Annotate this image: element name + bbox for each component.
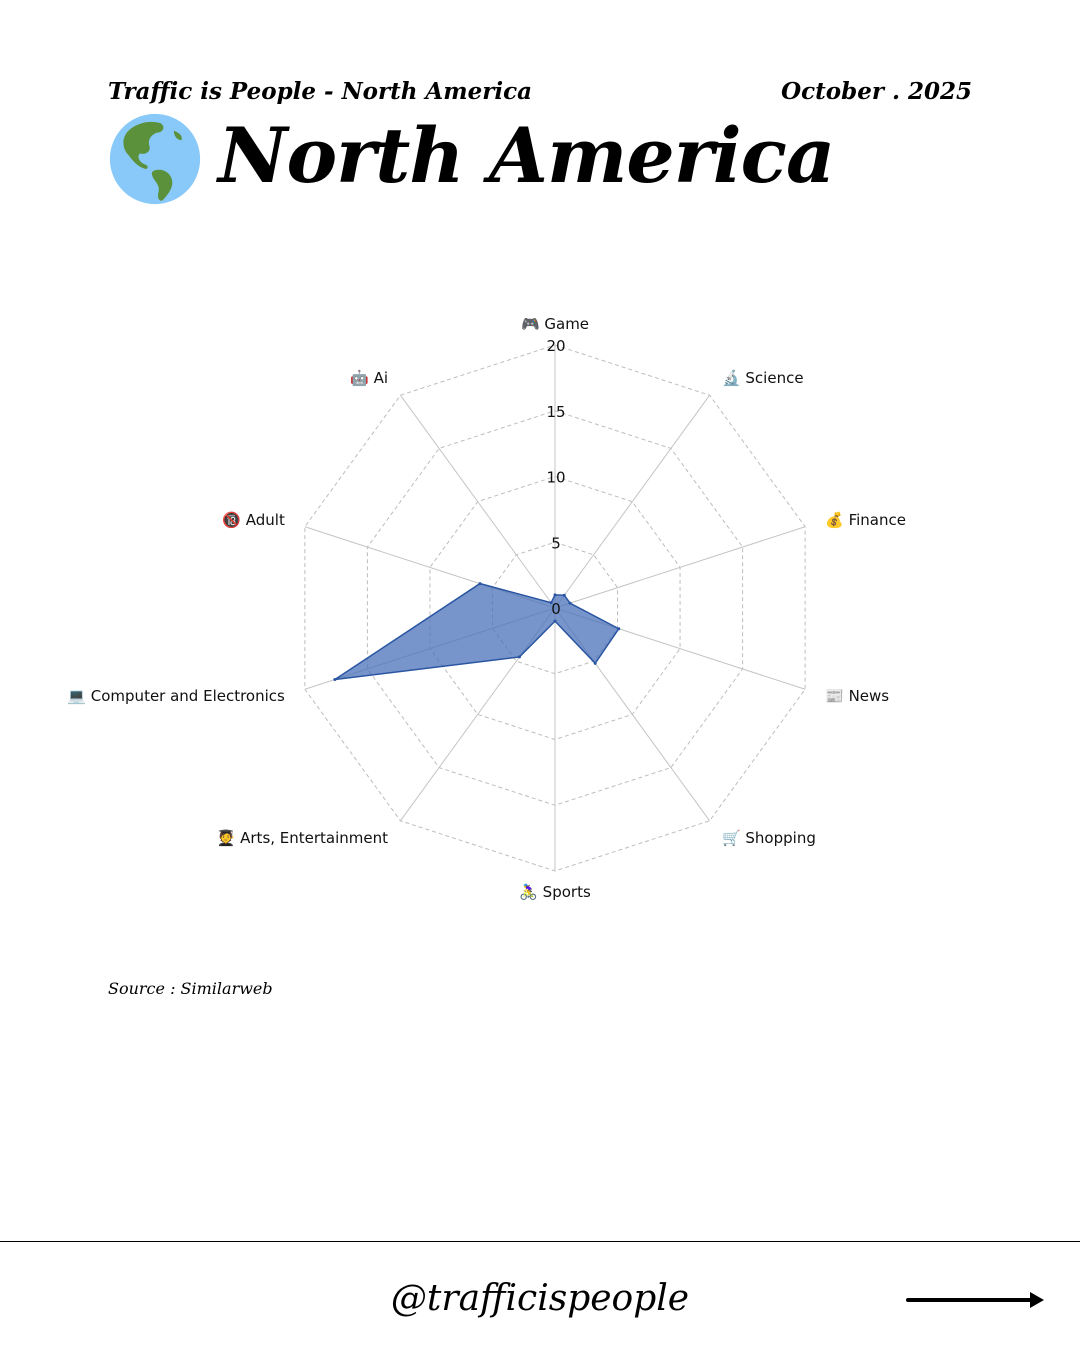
radar-tick-label-3: 15 [546, 402, 566, 421]
radar-point-7 [333, 678, 336, 681]
radar-category-label-7: 💻 Computer and Electronics [67, 686, 285, 705]
radar-category-label-9: 🤖 Ai [350, 369, 389, 388]
social-handle: @trafficispeople [390, 1278, 690, 1319]
radar-point-4 [594, 662, 597, 665]
radar-point-2 [569, 602, 572, 605]
footer-divider [0, 1241, 1080, 1242]
radar-category-label-3: 📰 News [825, 686, 890, 705]
page-subtitle: Traffic is People - North America [108, 78, 533, 105]
page-date: October . 2025 [781, 78, 972, 105]
radar-point-6 [518, 655, 521, 658]
arrow-right-icon[interactable] [906, 1288, 1048, 1312]
globe-americas-icon [108, 112, 202, 206]
radar-category-label-6: 🧑‍🎓 Arts, Entertainment [216, 828, 389, 847]
page-title: North America [218, 111, 835, 200]
radar-spoke-1 [555, 395, 710, 608]
radar-category-label-1: 🔬 Science [721, 369, 804, 388]
radar-point-3 [617, 627, 620, 630]
radar-series-area [335, 584, 619, 680]
radar-point-0 [554, 593, 557, 596]
radar-point-1 [563, 594, 566, 597]
radar-tick-label-4: 20 [546, 337, 566, 355]
radar-category-label-5: 🚴‍♀️ Sports [519, 883, 591, 902]
radar-tick-label-2: 10 [546, 468, 566, 487]
radar-category-label-4: 🛒 Shopping [721, 828, 816, 847]
source-note: Source : Similarweb [108, 979, 273, 998]
radar-category-label-2: 💰 Finance [825, 511, 906, 530]
radar-tick-label-1: 5 [551, 534, 561, 553]
radar-chart [0, 314, 1080, 902]
radar-point-5 [554, 620, 557, 623]
radar-tick-label-0: 0 [551, 600, 561, 618]
radar-category-label-0: 🎮 Game [520, 314, 590, 333]
radar-point-8 [478, 582, 481, 585]
radar-spoke-9 [400, 395, 555, 608]
radar-category-label-8: 🔞 Adult [222, 511, 285, 530]
